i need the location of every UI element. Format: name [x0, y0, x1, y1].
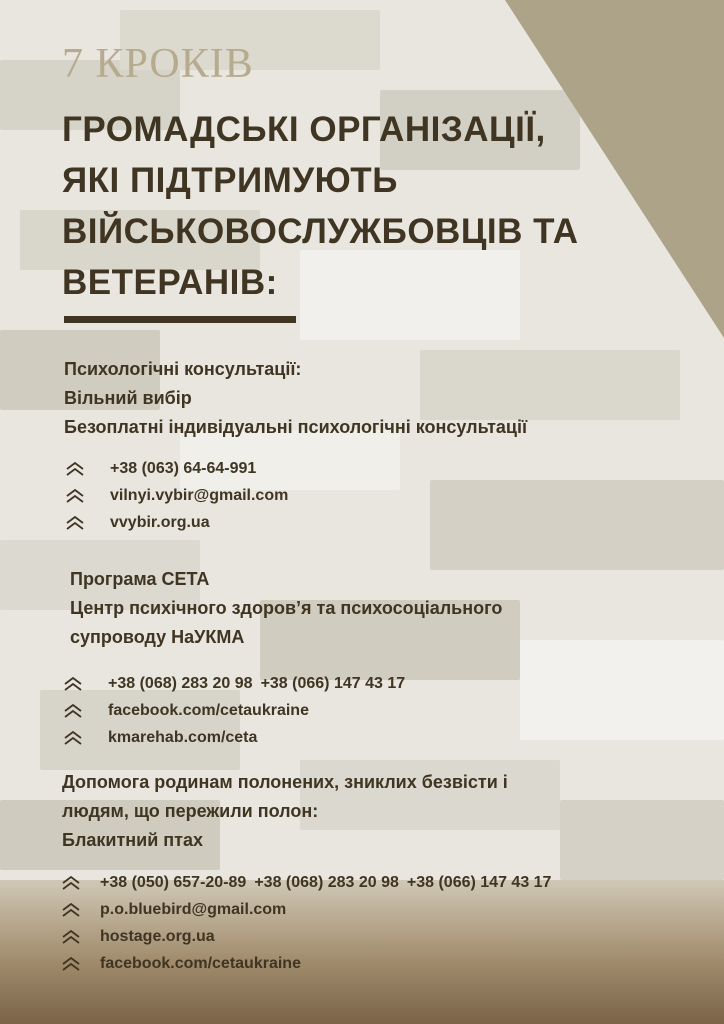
contact-row-phone — [64, 455, 288, 482]
contacts-ceta — [62, 670, 405, 751]
steps-heading: 7 КРОКІВ — [62, 41, 254, 87]
title-line: ГРОМАДСЬКІ ОРГАНІЗАЦІЇ, — [62, 110, 546, 149]
service-description: Допомога родинам полонених, зниклих безвісти і — [62, 772, 508, 792]
website-link[interactable]: kmarehab.com/ceta — [108, 728, 258, 746]
contact-row-facebook — [62, 697, 405, 724]
contact-row-phone — [60, 869, 551, 896]
contacts-bluebird — [60, 869, 551, 977]
facebook-link[interactable]: facebook.com/cetaukraine — [108, 701, 309, 719]
double-chevron-up-icon — [62, 673, 84, 695]
service-description: людям, що пережили полон: — [62, 801, 319, 821]
website-link[interactable]: vvybir.org.ua — [110, 513, 210, 531]
email-link[interactable]: p.o.bluebird@gmail.com — [100, 900, 287, 918]
service-description: Безоплатні індивідуальні психологічні консультації — [64, 417, 528, 437]
contact-row-email — [60, 896, 551, 923]
contacts-vilnyi-vybir — [64, 455, 288, 536]
contact-row-phone — [62, 670, 405, 697]
title-line: ЯКІ ПІДТРИМУЮТЬ — [62, 161, 398, 200]
website-link[interactable]: hostage.org.ua — [100, 927, 215, 945]
title-line: ВІЙСЬКОВОСЛУЖБОВЦІВ ТА — [62, 212, 579, 251]
service-description: супроводу НаУКМА — [70, 627, 245, 647]
facebook-link[interactable]: facebook.com/cetaukraine — [100, 954, 301, 972]
double-chevron-up-icon — [60, 953, 82, 975]
section-heading-ceta — [70, 565, 502, 652]
phone-link[interactable]: +38 (063) 64-64-991 — [110, 459, 257, 477]
phone-link[interactable]: +38 (066) 147 43 17 — [260, 674, 406, 692]
section-category: Психологічні консультації: — [64, 359, 302, 379]
page-title — [62, 104, 579, 308]
phone-link[interactable]: +38 (068) 283 20 98 — [254, 873, 399, 891]
organization-name: Вільний вибір — [64, 388, 192, 408]
section-heading-vilnyi-vybir — [64, 355, 527, 442]
double-chevron-up-icon — [62, 700, 84, 722]
double-chevron-up-icon — [60, 872, 82, 894]
title-divider — [64, 316, 296, 323]
double-chevron-up-icon — [64, 512, 86, 534]
organization-name: Блакитний птах — [62, 830, 203, 850]
double-chevron-up-icon — [60, 926, 82, 948]
contact-row-site — [62, 724, 405, 751]
contact-row-site — [60, 923, 551, 950]
section-heading-bluebird — [62, 768, 508, 855]
email-link[interactable]: vilnyi.vybir@gmail.com — [110, 486, 289, 504]
service-description: Центр психічного здоров’я та психосоціального — [70, 598, 503, 618]
phone-link[interactable]: +38 (068) 283 20 98 — [108, 674, 253, 692]
double-chevron-up-icon — [64, 485, 86, 507]
title-line: ВЕТЕРАНІВ: — [62, 263, 278, 302]
contact-row-site — [64, 509, 288, 536]
contact-row-facebook — [60, 950, 551, 977]
double-chevron-up-icon — [62, 727, 84, 749]
phone-link[interactable]: +38 (066) 147 43 17 — [406, 873, 552, 891]
contact-row-email — [64, 482, 288, 509]
organization-name: Програма СЕТА — [70, 569, 210, 589]
double-chevron-up-icon — [60, 899, 82, 921]
double-chevron-up-icon — [64, 458, 86, 480]
phone-link[interactable]: +38 (050) 657-20-89 — [100, 873, 247, 891]
